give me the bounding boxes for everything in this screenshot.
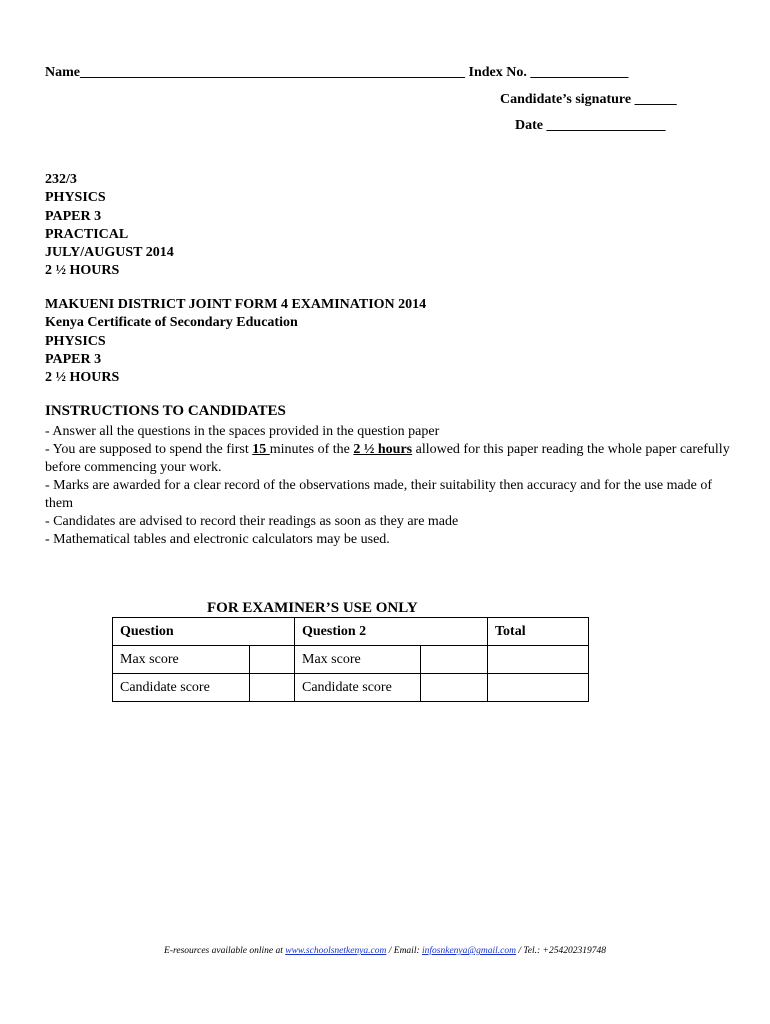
max-score-label: Max score (295, 646, 421, 674)
website-link[interactable]: www.schoolsnetkenya.com (285, 946, 387, 956)
head-question-2: Question 2 (295, 618, 488, 646)
head-question-1: Question (113, 618, 295, 646)
table-row (113, 618, 589, 646)
instruction-hours: 2 ½ hours (353, 442, 413, 457)
footer-suffix: / Tel.: +254202319748 (515, 946, 606, 956)
instructions-title: INSTRUCTIONS TO CANDIDATES (45, 403, 286, 419)
index-label: Index No. (468, 65, 527, 80)
paper-code-block (45, 171, 174, 281)
name-line: _______________________________________________________ (80, 65, 465, 80)
name-label: Name (45, 65, 80, 80)
candidate-score-label: Candidate score (113, 674, 250, 702)
max-score-cell[interactable] (250, 646, 295, 674)
email-link[interactable]: infosnkenya@gmail.com (422, 946, 516, 956)
candidate-score-label: Candidate score (295, 674, 421, 702)
name-row (45, 65, 628, 81)
footer-mid: / Email: (386, 946, 422, 956)
instruction-line: - Marks are awarded for a clear record of the observations made, their suitability then accuracy and for the use made of them (45, 478, 713, 511)
table-row (113, 646, 589, 674)
signature-label: Candidate’s signature (500, 92, 632, 107)
exam-paper: PAPER 3 (45, 351, 102, 367)
paper-code: 232/3 (45, 172, 77, 187)
instruction-text: minutes of the (269, 442, 354, 457)
instruction-minutes: 15 (252, 442, 270, 457)
head-total: Total (488, 618, 589, 646)
candidate-score-cell[interactable] (421, 674, 488, 702)
max-score-cell[interactable] (421, 646, 488, 674)
paper-date: JULY/AUGUST 2014 (45, 245, 174, 261)
candidate-score-cell[interactable] (250, 674, 295, 702)
index-line: ______________ (530, 65, 629, 80)
total-candidate-cell[interactable] (488, 674, 589, 702)
paper-number: PAPER 3 (45, 208, 102, 224)
date-line: _________________ (546, 118, 666, 133)
exam-subject: PHYSICS (45, 333, 106, 349)
paper-duration: 2 ½ HOURS (45, 263, 120, 279)
footer-prefix: E-resources available online at (164, 946, 286, 956)
date-label: Date (515, 118, 543, 133)
paper-type: PRACTICAL (45, 226, 129, 242)
signature-row (500, 92, 677, 108)
table-row (113, 674, 589, 702)
total-max-cell[interactable] (488, 646, 589, 674)
instruction-text: allowed for this paper reading the whole paper carefully before commencing your work. (45, 442, 730, 475)
signature-line: ______ (634, 92, 677, 107)
paper-subject: PHYSICS (45, 190, 106, 206)
instruction-line: - Answer all the questions in the spaces provided in the question paper (45, 424, 440, 439)
date-row (515, 118, 666, 134)
exam-duration: 2 ½ HOURS (45, 370, 120, 386)
instruction-line (45, 441, 735, 477)
examiner-table-title: FOR EXAMINER’S USE ONLY (207, 600, 418, 616)
examiner-score-table (112, 617, 589, 702)
instructions-list (45, 423, 735, 549)
exam-title: MAKUENI DISTRICT JOINT FORM 4 EXAMINATION 2014 (45, 297, 427, 312)
instruction-line: - Candidates are advised to record their readings as soon as they are made (45, 514, 459, 529)
exam-block (45, 296, 426, 387)
instruction-text: - You are supposed to spend the first (45, 442, 253, 457)
instruction-line: - Mathematical tables and electronic calculators may be used. (45, 532, 390, 547)
exam-certificate: Kenya Certificate of Secondary Education (45, 315, 298, 331)
max-score-label: Max score (113, 646, 250, 674)
page-footer (0, 946, 770, 956)
